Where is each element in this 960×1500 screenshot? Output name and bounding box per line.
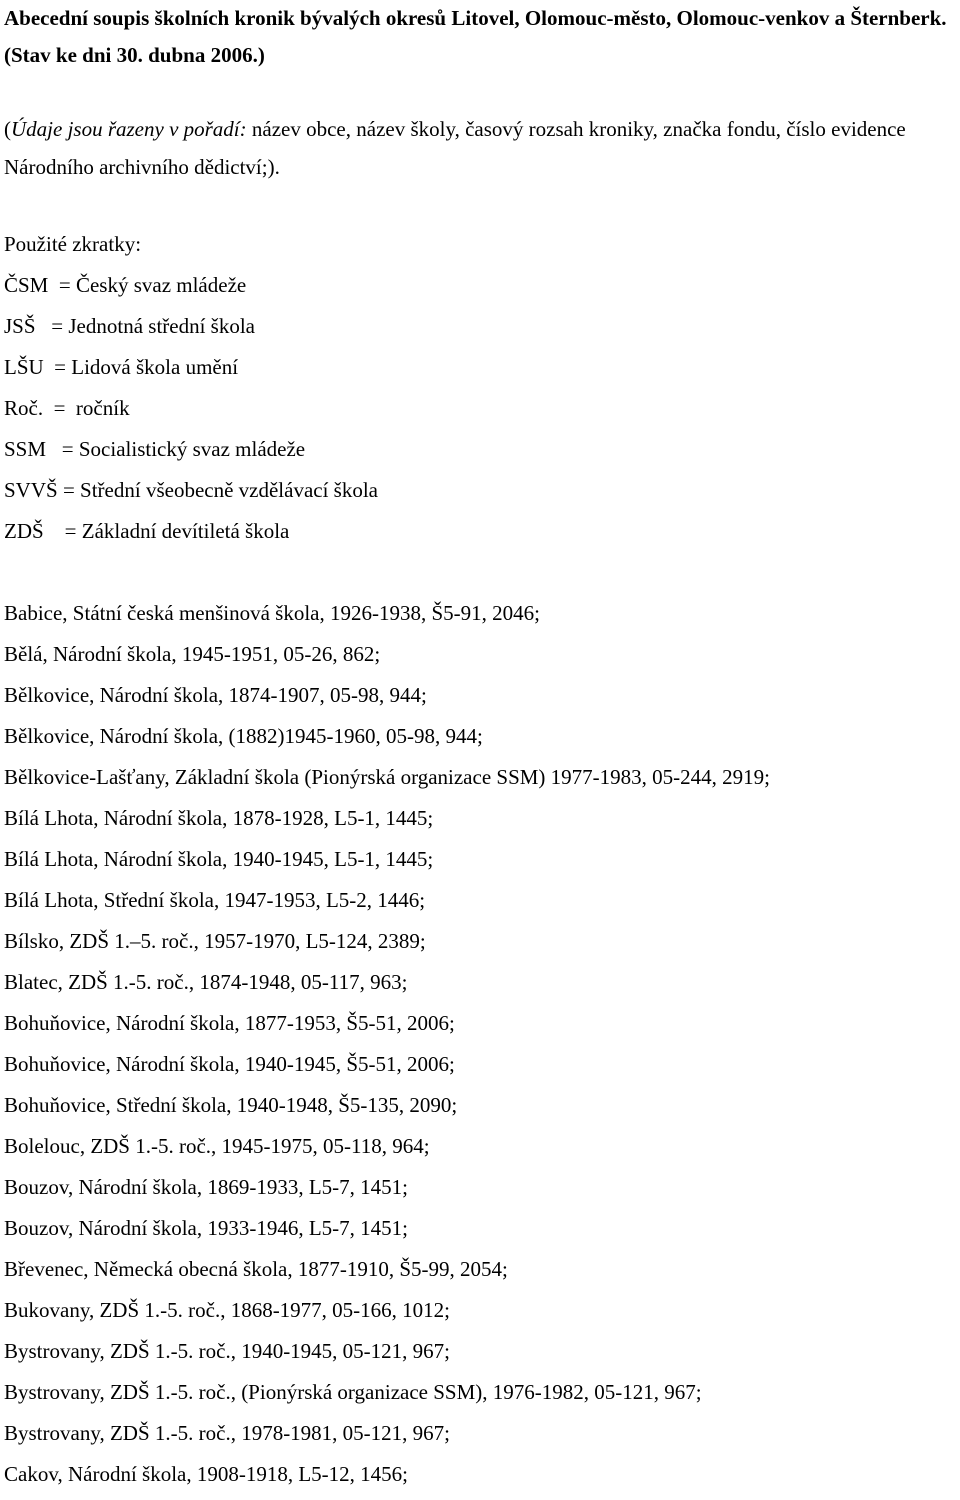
chronicle-entry: Blatec, ZDŠ 1.-5. roč., 1874-1948, 05-117, 963; xyxy=(4,970,408,994)
chronicle-entry: Babice, Státní česká menšinová škola, 1926-1938, Š5-91, 2046; xyxy=(4,601,541,625)
chronicle-entries-list xyxy=(4,593,956,1495)
chronicle-entry: Bohuňovice, Národní škola, 1940-1945, Š5-51, 2006; xyxy=(4,1052,455,1076)
abbreviation-item: ZDŠ = Základní devítiletá škola xyxy=(4,519,290,543)
chronicle-entry: Bělkovice, Národní škola, 1874-1907, 05-98, 944; xyxy=(4,683,427,707)
intro-open-paren: ( xyxy=(4,117,11,141)
chronicle-entry: Břevenec, Německá obecná škola, 1877-1910, Š5-99, 2054; xyxy=(4,1257,508,1281)
chronicle-entry: Bělá, Národní škola, 1945-1951, 05-26, 862; xyxy=(4,642,381,666)
chronicle-entry: Bělkovice, Národní škola, (1882)1945-1960, 05-98, 944; xyxy=(4,724,483,748)
abbreviation-item: ČSM = Český svaz mládeže xyxy=(4,273,247,297)
document-intro xyxy=(4,110,956,186)
chronicle-entry: Bílá Lhota, Střední škola, 1947-1953, L5-2, 1446; xyxy=(4,888,426,912)
chronicle-entry: Bouzov, Národní škola, 1869-1933, L5-7, 1451; xyxy=(4,1175,409,1199)
chronicle-entry: Bílsko, ZDŠ 1.–5. roč., 1957-1970, L5-124, 2389; xyxy=(4,929,426,953)
abbreviation-item: SVVŠ = Střední všeobecně vzdělávací škola xyxy=(4,478,379,502)
document-heading: Abecední soupis školních kronik bývalých okresů Litovel, Olomouc-město, Olomouc-venkov a Šternberk. (Stav ke dni 30. dubna 2006.) xyxy=(4,6,947,67)
chronicle-entry: Bílá Lhota, Národní škola, 1940-1945, L5-1, 1445; xyxy=(4,847,434,871)
chronicle-entry: Bukovany, ZDŠ 1.-5. roč., 1868-1977, 05-166, 1012; xyxy=(4,1298,451,1322)
chronicle-entry: Bouzov, Národní škola, 1933-1946, L5-7, 1451; xyxy=(4,1216,409,1240)
document-page xyxy=(4,0,956,1495)
chronicle-entry: Bystrovany, ZDŠ 1.-5. roč., 1978-1981, 05-121, 967; xyxy=(4,1421,451,1445)
abbreviations-list xyxy=(4,265,956,552)
abbreviation-item: Roč. = ročník xyxy=(4,396,130,420)
intro-rest: název obce, název školy, časový rozsah kroniky, značka fondu, číslo evidence Národního archivního dědictví;). xyxy=(4,117,906,179)
chronicle-entry: Bolelouc, ZDŠ 1.-5. roč., 1945-1975, 05-118, 964; xyxy=(4,1134,430,1158)
chronicle-entry: Cakov, Národní škola, 1908-1918, L5-12, 1456; xyxy=(4,1462,409,1486)
chronicle-entry: Bystrovany, ZDŠ 1.-5. roč., (Pionýrská organizace SSM), 1976-1982, 05-121, 967; xyxy=(4,1380,702,1404)
abbreviation-item: LŠU = Lidová škola umění xyxy=(4,355,239,379)
chronicle-entry: Bohuňovice, Národní škola, 1877-1953, Š5-51, 2006; xyxy=(4,1011,455,1035)
abbreviations-title: Použité zkratky: xyxy=(4,232,142,256)
chronicle-entry: Bystrovany, ZDŠ 1.-5. roč., 1940-1945, 05-121, 967; xyxy=(4,1339,451,1363)
intro-italic: Údaje jsou řazeny v pořadí: xyxy=(11,117,247,141)
abbreviation-item: SSM = Socialistický svaz mládeže xyxy=(4,437,306,461)
chronicle-entry: Bělkovice-Lašťany, Základní škola (Pionýrská organizace SSM) 1977-1983, 05-244, 2919; xyxy=(4,765,770,789)
chronicle-entry: Bohuňovice, Střední škola, 1940-1948, Š5-135, 2090; xyxy=(4,1093,458,1117)
abbreviation-item: JSŠ = Jednotná střední škola xyxy=(4,314,256,338)
chronicle-entry: Bílá Lhota, Národní škola, 1878-1928, L5-1, 1445; xyxy=(4,806,434,830)
